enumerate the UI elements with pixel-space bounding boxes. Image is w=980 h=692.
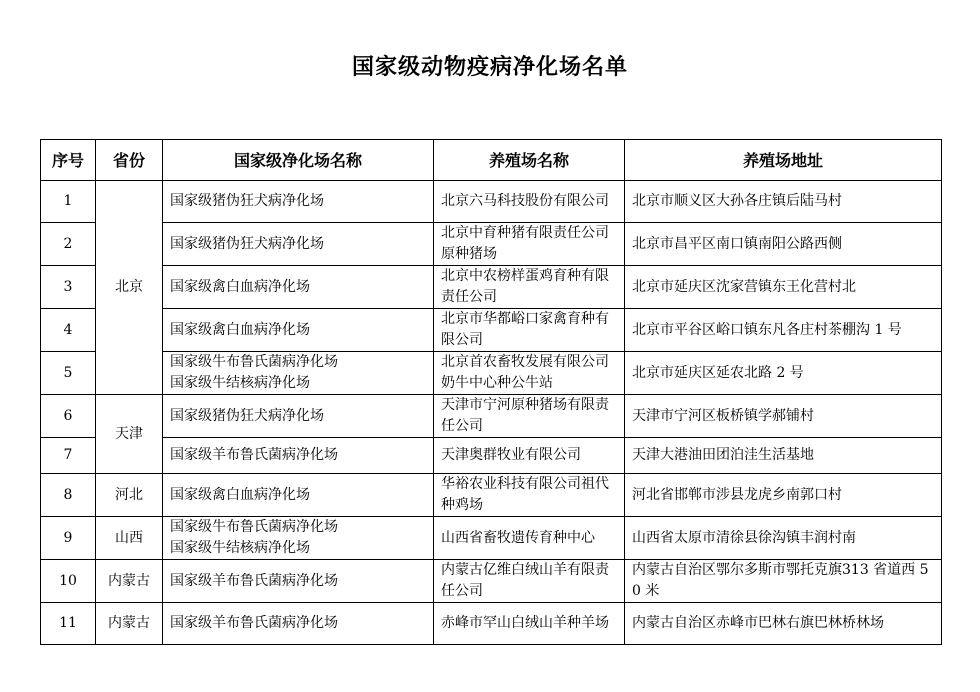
address-cell	[625, 560, 942, 603]
type-cell	[163, 517, 434, 560]
farm-cell	[434, 352, 625, 395]
province-cell: 天津	[96, 395, 163, 474]
address-cell	[625, 395, 942, 438]
farm-address: 河北省邯郸市涉县龙虎乡南郭口村	[632, 486, 842, 503]
farm-address: 北京市延庆区延农北路 2 号	[632, 364, 804, 381]
type-line: 国家级禽白血病净化场	[170, 321, 310, 338]
type-cell	[163, 223, 434, 266]
farm-address: 内蒙古自治区赤峰市巴林右旗巴林桥林场	[632, 615, 884, 631]
farm-address: 内蒙古自治区鄂尔多斯市鄂托克旗313 省道西 50 米	[632, 562, 929, 599]
farm-address: 北京市延庆区沈家营镇东王化营村北	[632, 278, 856, 295]
address-cell	[625, 266, 942, 309]
column-header-farm: 养殖场名称	[434, 140, 625, 181]
address-cell	[625, 517, 942, 560]
table-row	[41, 395, 942, 438]
farm-address: 天津大港油田团泊洼生活基地	[632, 447, 814, 463]
type-line: 国家级羊布鲁氏菌病净化场	[170, 615, 338, 631]
row-number: 10	[41, 560, 96, 603]
farm-cell	[434, 517, 625, 560]
farm-name: 北京中农榜样蛋鸡育种有限责任公司	[441, 268, 609, 305]
address-cell	[625, 474, 942, 517]
farm-name: 北京中育种猪有限责任公司原种猪场	[441, 225, 609, 262]
type-line: 国家级禽白血病净化场	[170, 278, 310, 295]
table-row	[41, 352, 942, 395]
row-number: 8	[41, 474, 96, 517]
row-number: 1	[41, 181, 96, 223]
table-row	[41, 474, 942, 517]
farm-cell	[434, 395, 625, 438]
row-number: 2	[41, 223, 96, 266]
farm-name: 北京市华都峪口家禽育种有限公司	[441, 311, 609, 348]
type-cell	[163, 309, 434, 352]
type-cell	[163, 560, 434, 603]
table-row	[41, 438, 942, 474]
farm-name: 北京首农畜牧发展有限公司奶牛中心种公牛站	[441, 354, 609, 391]
farm-name: 天津市宁河原种猪场有限责任公司	[441, 397, 609, 434]
farm-address: 北京市平谷区峪口镇东凡各庄村茶棚沟 1 号	[632, 321, 902, 338]
row-number: 11	[41, 603, 96, 645]
type-cell	[163, 474, 434, 517]
farm-list-table	[40, 139, 942, 645]
row-number: 5	[41, 352, 96, 395]
farm-name: 天津奥群牧业有限公司	[441, 447, 581, 463]
type-line: 国家级牛结核病净化场	[170, 375, 310, 391]
type-line: 国家级猪伪狂犬病净化场	[170, 407, 324, 424]
document-title: 国家级动物疫病净化场名单	[351, 55, 628, 80]
type-line: 国家级猪伪狂犬病净化场	[170, 235, 324, 252]
column-header-type: 国家级净化场名称	[163, 140, 434, 181]
province-cell: 北京	[96, 181, 163, 395]
address-cell	[625, 309, 942, 352]
row-number: 7	[41, 438, 96, 474]
farm-name: 北京六马科技股份有限公司	[441, 193, 609, 209]
table-row	[41, 223, 942, 266]
row-number: 9	[41, 517, 96, 560]
farm-cell	[434, 438, 625, 474]
address-cell	[625, 352, 942, 395]
farm-name: 华裕农业科技有限公司祖代种鸡场	[441, 476, 609, 513]
row-number: 4	[41, 309, 96, 352]
farm-cell	[434, 603, 625, 645]
table-row	[41, 266, 942, 309]
farm-cell	[434, 309, 625, 352]
address-cell	[625, 603, 942, 645]
table-header-row	[41, 140, 942, 181]
table-row	[41, 560, 942, 603]
farm-name: 山西省畜牧遗传育种中心	[441, 529, 595, 546]
province-cell: 内蒙古	[96, 603, 163, 645]
farm-cell	[434, 560, 625, 603]
table-row	[41, 603, 942, 645]
farm-address: 北京市顺义区大孙各庄镇后陆马村	[632, 193, 842, 209]
row-number: 6	[41, 395, 96, 438]
type-cell	[163, 352, 434, 395]
farm-cell	[434, 223, 625, 266]
address-cell	[625, 438, 942, 474]
type-line: 国家级牛结核病净化场	[170, 540, 310, 556]
table-row	[41, 181, 942, 223]
type-line: 国家级牛布鲁氏菌病净化场	[170, 354, 338, 370]
type-line: 国家级禽白血病净化场	[170, 486, 310, 503]
farm-address: 山西省太原市清徐县徐沟镇丰润村南	[632, 529, 856, 546]
province-cell: 山西	[96, 517, 163, 560]
type-line: 国家级猪伪狂犬病净化场	[170, 193, 324, 209]
type-cell	[163, 181, 434, 223]
type-line: 国家级牛布鲁氏菌病净化场	[170, 519, 338, 535]
type-cell	[163, 603, 434, 645]
province-cell: 内蒙古	[96, 560, 163, 603]
table-row	[41, 309, 942, 352]
province-cell: 河北	[96, 474, 163, 517]
type-cell	[163, 438, 434, 474]
farm-cell	[434, 266, 625, 309]
farm-cell	[434, 181, 625, 223]
column-header-address: 养殖场地址	[625, 140, 942, 181]
farm-address: 天津市宁河区板桥镇学郝铺村	[632, 407, 814, 424]
type-cell	[163, 266, 434, 309]
row-number: 3	[41, 266, 96, 309]
address-cell	[625, 223, 942, 266]
address-cell	[625, 181, 942, 223]
farm-name: 赤峰市罕山白绒山羊种羊场	[441, 615, 609, 631]
type-line: 国家级羊布鲁氏菌病净化场	[170, 447, 338, 463]
type-line: 国家级羊布鲁氏菌病净化场	[170, 572, 338, 589]
table-row	[41, 517, 942, 560]
farm-address: 北京市昌平区南口镇南阳公路西侧	[632, 235, 842, 252]
column-header-no: 序号	[41, 140, 96, 181]
type-cell	[163, 395, 434, 438]
farm-name: 内蒙古亿维白绒山羊有限责任公司	[441, 562, 609, 599]
farm-cell	[434, 474, 625, 517]
column-header-province: 省份	[96, 140, 163, 181]
